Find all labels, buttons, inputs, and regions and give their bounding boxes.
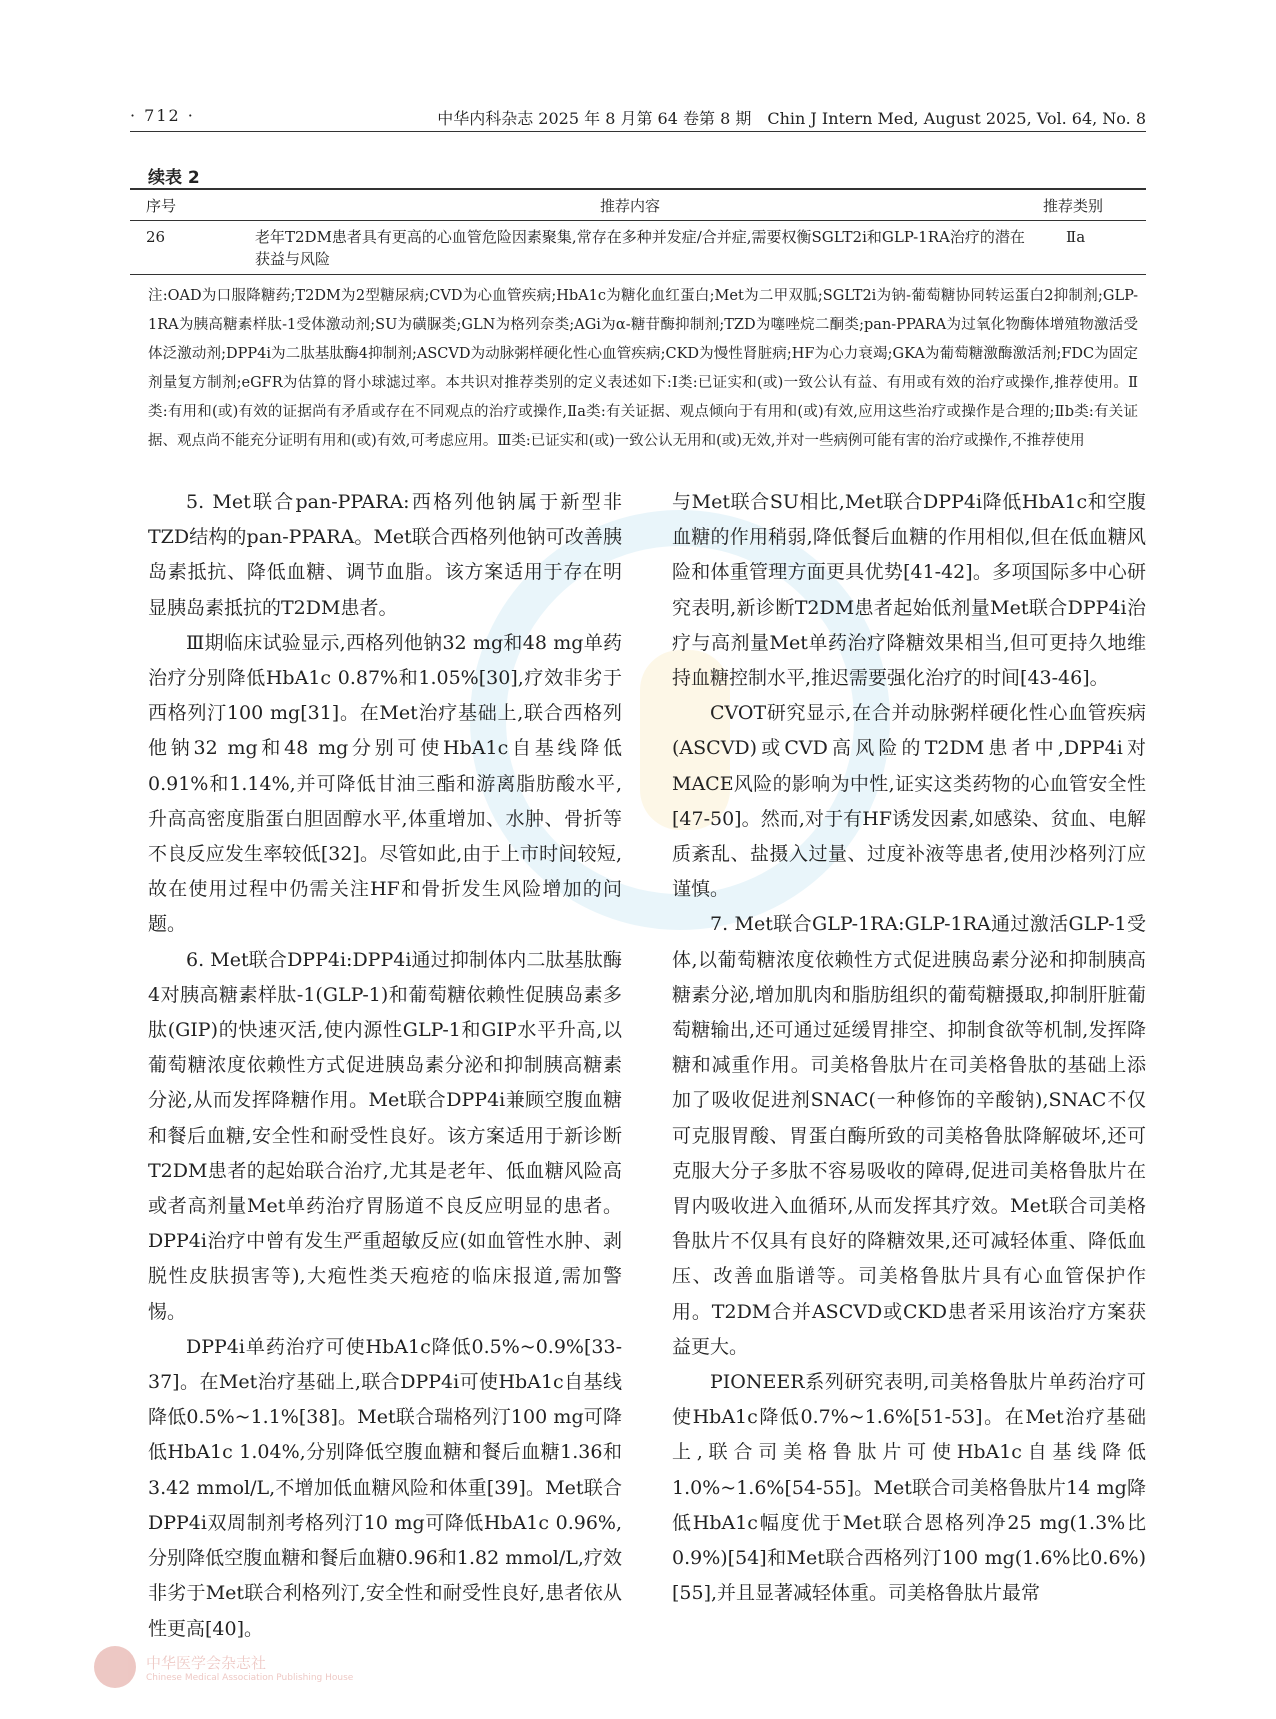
- paragraph: 与Met联合SU相比,Met联合DPP4i降低HbA1c和空腹血糖的作用稍弱,降低餐后血糖的作用相似,但在低血糖风险和体重管理方面更具优势[41-42]。多项国际多中心研究表明,新诊断T2DM患者起始低剂量Met联合DPP4i治疗与高剂量Met单药治疗降糖效果相当,但可更持久地维持血糖控制水平,推迟需要强化治疗的时间[43-46]。: [672, 491, 1146, 690]
- paragraph: 6. Met联合DPP4i:DPP4i通过抑制体内二肽基肽酶4对胰高糖素样肽-1(GLP-1)和葡萄糖依赖性促胰岛素多肽(GIP)的快速灭活,使内源性GLP-1和GIP水平升高,以葡萄糖浓度依赖性方式促进胰岛素分泌和抑制胰高糖素分泌,从而发挥降糖作用。Met联合DPP4i兼顾空腹血糖和餐后血糖,安全性和耐受性良好。该方案适用于新诊断T2DM患者的起始联合治疗,尤其是老年、低血糖风险高或者高剂量Met单药治疗胃肠道不良反应明显的患者。DPP4i治疗中曾有发生严重超敏反应(如血管性水肿、剥脱性皮肤损害等),大疱性类天疱疮的临床报道,需加警惕。: [148, 948, 622, 1323]
- table-cell-content: 老年T2DM患者具有更高的心血管危险因素聚集,常存在多种并发症/合并症,需要权衡SGLT2i和GLP-1RA治疗的潜在获益与风险: [255, 228, 1025, 268]
- table-cell-number: 26: [146, 228, 166, 246]
- paragraph: 7. Met联合GLP-1RA:GLP-1RA通过激活GLP-1受体,以葡萄糖浓度依赖性方式促进胰岛素分泌和抑制胰高糖素分泌,增加肌肉和脂肪组织的葡萄糖摄取,抑制肝脏葡萄糖输出,还可通过延缓胃排空、抑制食欲等机制,发挥降糖和减重作用。司美格鲁肽片在司美格鲁肽的基础上添加了吸收促进剂SNAC(一种修饰的辛酸钠),SNAC不仅可克服胃酸、胃蛋白酶所致的司美格鲁肽降解破坏,还可克服大分子多肽不容易吸收的障碍,促进司美格鲁肽片在胃内吸收进入血循环,从而发挥其疗效。Met联合司美格鲁肽片不仅具有良好的降糖效果,还可减轻体重、降低血压、改善血脂谱等。司美格鲁肽片具有心血管保护作用。T2DM合并ASCVD或CKD患者采用该治疗方案获益更大。: [672, 913, 1146, 1358]
- table-note: 注:OAD为口服降糖药;T2DM为2型糖尿病;CVD为心血管疾病;HbA1c为糖化血红蛋白;Met为二甲双胍;SGLT2i为钠-葡萄糖协同转运蛋白2抑制剂;GLP-1RA为胰高糖素样肽-1受体激动剂;SU为磺脲类;GLN为格列奈类;AGi为α-糖苷酶抑制剂;TZD为噻唑烷二酮类;pan-PPARA为过氧化物酶体增殖物激活受体泛激动剂;DPP4i为二肽基肽酶4抑制剂;ASCVD为动脉粥样硬化性心血管疾病;CKD为慢性肾脏病;HF为心力衰竭;GKA为葡萄糖激酶激活剂;FDC为固定剂量复方制剂;eGFR为估算的肾小球滤过率。本共识对推荐类别的定义表述如下:Ⅰ类:已证实和(或)一致公认有益、有用或有效的治疗或操作,推荐使用。Ⅱ类:有用和(或)有效的证据尚有矛盾或存在不同观点的治疗或操作,Ⅱa类:有关证据、观点倾向于有用和(或)有效,应用这些治疗或操作是合理的;Ⅱb类:有关证据、观点尚不能充分证明有用和(或)有效,可考虑应用。Ⅲ类:已证实和(或)一致公认无用和(或)无效,并对一些病例可能有害的治疗或操作,不推荐使用: [148, 288, 1138, 449]
- paragraph: DPP4i单药治疗可使HbA1c降低0.5%~0.9%[33-37]。在Met治疗基础上,联合DPP4i可使HbA1c自基线降低0.5%~1.1%[38]。Met联合瑞格列汀100 mg可降低HbA1c 1.04%,分别降低空腹血糖和餐后血糖1.36和3.42 mmol/L,不增加低血糖风险和体重[39]。Met联合DPP4i双周制剂考格列汀10 mg可降低HbA1c 0.96%,分别降低空腹血糖和餐后血糖0.96和1.82 mmol/L,疗效非劣于Met联合利格列汀,安全性和耐受性良好,患者依从性更高[40]。: [148, 1335, 622, 1640]
- journal-citation: 中华内科杂志 2025 年 8 月第 64 卷第 8 期 Chin J Intern Med, August 2025, Vol. 64, No. 8: [437, 109, 1146, 128]
- table-bottom-rule: [130, 274, 1146, 275]
- header-rule: [130, 131, 1146, 132]
- column-header-class: 推荐类别: [1043, 197, 1104, 215]
- body-column-right: [672, 485, 1146, 1612]
- column-header-content: 推荐内容: [600, 197, 661, 215]
- publisher-logo: [94, 1646, 136, 1688]
- table-header-rule: [130, 220, 1146, 221]
- publisher-name-en: Chinese Medical Association Publishing House: [146, 1672, 354, 1683]
- publisher-name: 中华医学会杂志社: [146, 1653, 267, 1672]
- table-top-rule: [130, 188, 1146, 190]
- column-header-number: 序号: [146, 197, 177, 215]
- paragraph: CVOT研究显示,在合并动脉粥样硬化性心血管疾病(ASCVD)或CVD高风险的T2DM患者中,DPP4i对MACE风险的影响为中性,证实这类药物的心血管安全性[47-50]。然而,对于有HF诱发因素,如感染、贫血、电解质紊乱、盐摄入过量、过度补液等患者,使用沙格列汀应谨慎。: [672, 702, 1146, 901]
- table-caption: 续表 2: [148, 168, 200, 188]
- page-number: · 712 ·: [130, 106, 195, 125]
- paragraph: 5. Met联合pan-PPARA:西格列他钠属于新型非TZD结构的pan-PPARA。Met联合西格列他钠可改善胰岛素抵抗、降低血糖、调节血脂。该方案适用于存在明显胰岛素抵抗的T2DM患者。: [148, 491, 622, 619]
- paragraph: Ⅲ期临床试验显示,西格列他钠32 mg和48 mg单药治疗分别降低HbA1c 0.87%和1.05%[30],疗效非劣于西格列汀100 mg[31]。在Met治疗基础上,联合西格列他钠32 mg和48 mg分别可使HbA1c自基线降低0.91%和1.14%,并可降低甘油三酯和游离脂肪酸水平,升高高密度脂蛋白胆固醇水平,体重增加、水肿、骨折等不良反应发生率较低[32]。尽管如此,由于上市时间较短,故在使用过程中仍需关注HF和骨折发生风险增加的问题。: [148, 631, 622, 936]
- page-header: [130, 106, 1146, 128]
- table-cell-class: Ⅱa: [1066, 228, 1086, 246]
- paragraph: PIONEER系列研究表明,司美格鲁肽片单药治疗可使HbA1c降低0.7%~1.6%[51-53]。在Met治疗基础上,联合司美格鲁肽片可使HbA1c自基线降低1.0%~1.6%[54-55]。Met联合司美格鲁肽片14 mg降低HbA1c幅度优于Met联合恩格列净25 mg(1.3%比0.9%)[54]和Met联合西格列汀100 mg(1.6%比0.6%)[55],并且显著减轻体重。司美格鲁肽片最常: [672, 1371, 1146, 1605]
- body-column-left: [148, 485, 622, 1647]
- publisher-watermark: [94, 1646, 353, 1688]
